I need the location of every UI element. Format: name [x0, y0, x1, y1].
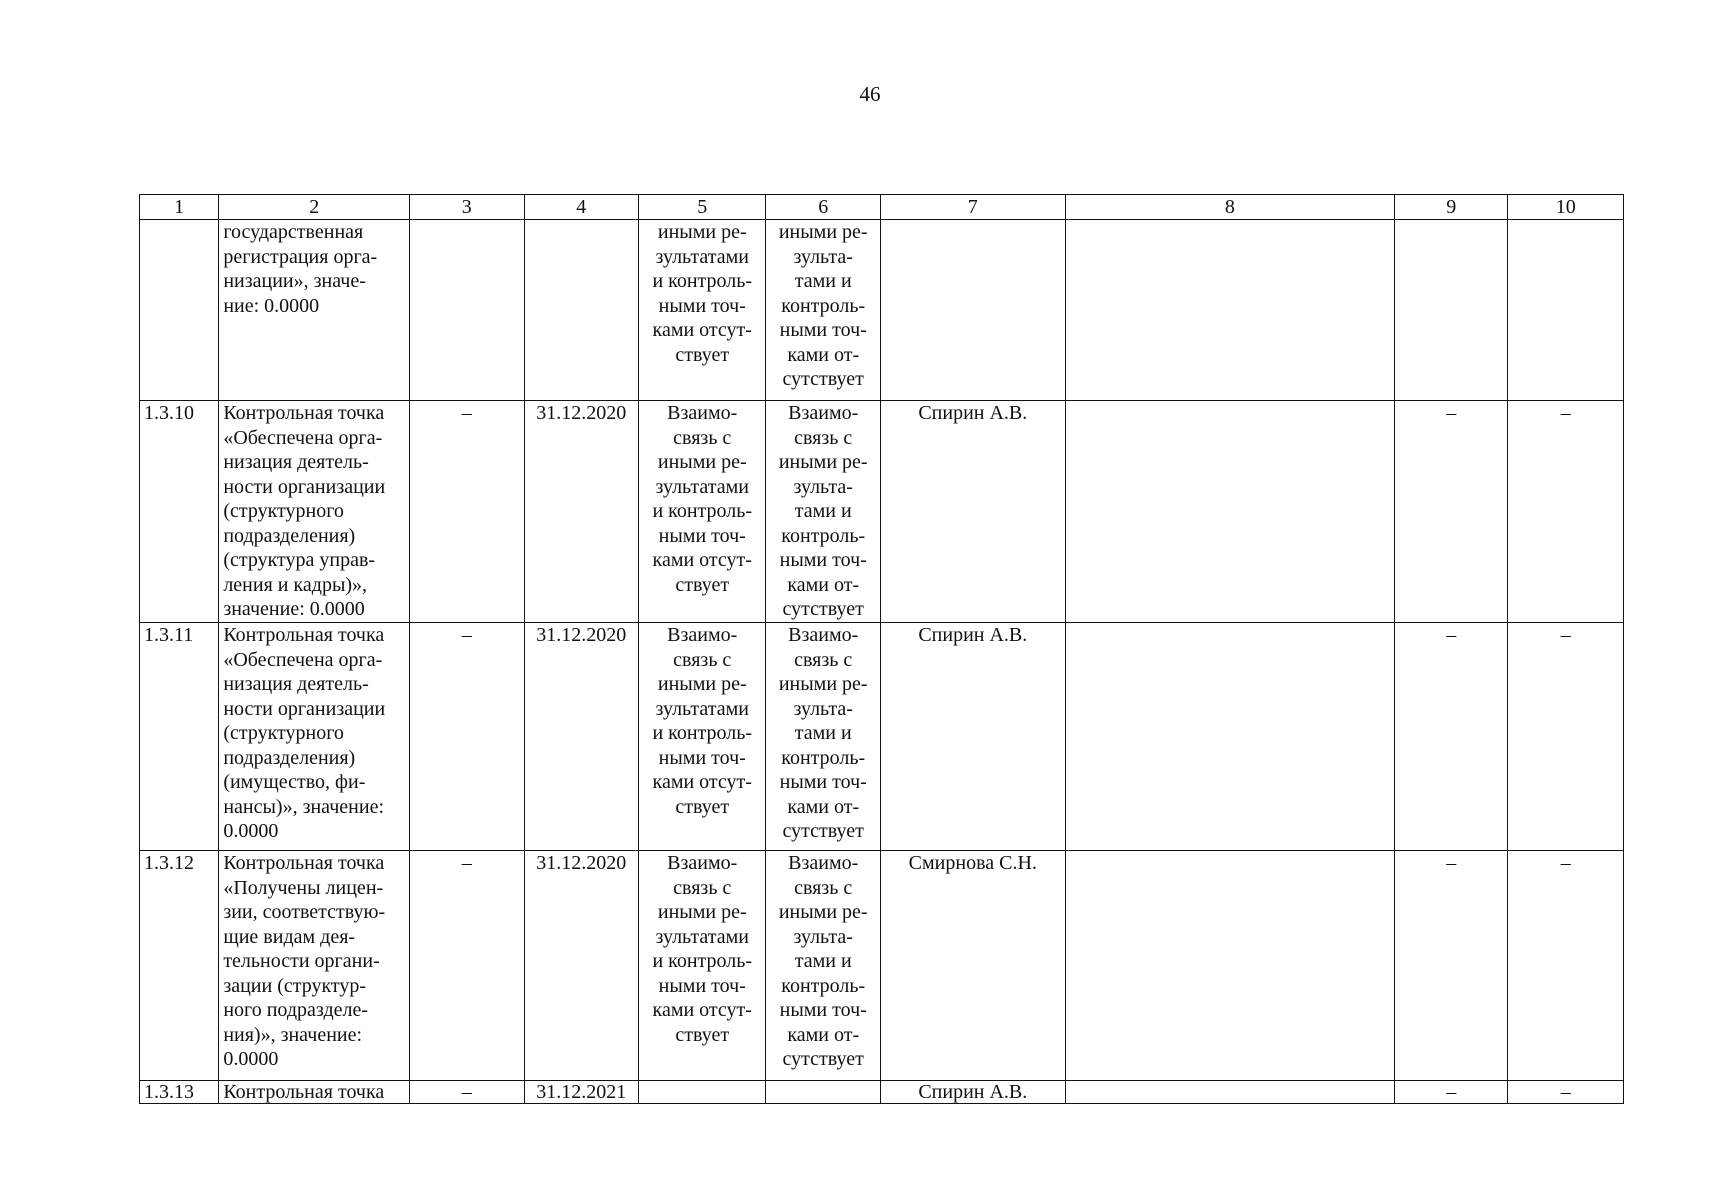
responsible-cell: Смирнова С.Н. [880, 851, 1065, 1081]
col10-cell: – [1508, 1081, 1624, 1104]
header-cell: 10 [1508, 195, 1624, 220]
relation-cell-6: Взаимо- связь с иными ре- зульта- тами и контроль- ными точ- ками от- сутствует [766, 623, 880, 851]
col9-cell: – [1395, 401, 1508, 623]
col9-cell: – [1395, 623, 1508, 851]
date-cell: 31.12.2021 [524, 1081, 638, 1104]
table-row [140, 623, 1624, 851]
col3-cell: – [410, 401, 524, 623]
responsible-cell: Спирин А.В. [880, 401, 1065, 623]
row-number: 1.3.11 [140, 623, 219, 851]
relation-cell-6 [766, 1081, 880, 1104]
header-cell: 3 [410, 195, 524, 220]
relation-cell-6: иными ре- зульта- тами и контроль- ными точ- ками от- сутствует [766, 220, 880, 401]
col3-cell [410, 220, 524, 401]
control-point-name: Контрольная точка «Получены лицен- зии, соответствую- щие видам дея- тельности органи- зации (структур- ного подразделе- ния)», значение: 0.0000 [219, 851, 410, 1081]
header-cell: 8 [1065, 195, 1394, 220]
date-cell: 31.12.2020 [524, 851, 638, 1081]
date-cell: 31.12.2020 [524, 623, 638, 851]
control-point-name: Контрольная точка [219, 1081, 410, 1104]
page-number: 46 [859, 82, 881, 106]
header-cell: 6 [766, 195, 880, 220]
header-cell: 9 [1395, 195, 1508, 220]
relation-cell-5: иными ре- зультатами и контроль- ными точ- ками отсут- ствует [638, 220, 766, 401]
table-row [140, 401, 1624, 623]
header-cell: 4 [524, 195, 638, 220]
col3-cell: – [410, 1081, 524, 1104]
col8-cell [1065, 401, 1394, 623]
header-cell: 7 [880, 195, 1065, 220]
header-row [140, 195, 1624, 220]
responsible-cell: Спирин А.В. [880, 1081, 1065, 1104]
date-cell [524, 220, 638, 401]
col10-cell: – [1508, 623, 1624, 851]
relation-cell-5 [638, 1081, 766, 1104]
row-number [140, 220, 219, 401]
table-row [140, 1081, 1624, 1104]
relation-cell-6: Взаимо- связь с иными ре- зульта- тами и контроль- ными точ- ками от- сутствует [766, 401, 880, 623]
responsible-cell [880, 220, 1065, 401]
relation-cell-5: Взаимо- связь с иными ре- зультатами и контроль- ными точ- ками отсут- ствует [638, 401, 766, 623]
col9-cell [1395, 220, 1508, 401]
col10-cell: – [1508, 401, 1624, 623]
table-row [140, 220, 1624, 401]
relation-cell-5: Взаимо- связь с иными ре- зультатами и контроль- ными точ- ками отсут- ствует [638, 623, 766, 851]
col9-cell: – [1395, 851, 1508, 1081]
col3-cell: – [410, 623, 524, 851]
header-cell: 2 [219, 195, 410, 220]
col8-cell [1065, 220, 1394, 401]
header-cell: 1 [140, 195, 219, 220]
control-point-name: государственная регистрация орга- низации», значе- ние: 0.0000 [219, 220, 410, 401]
table-row [140, 851, 1624, 1081]
header-cell: 5 [638, 195, 766, 220]
responsible-cell: Спирин А.В. [880, 623, 1065, 851]
row-number: 1.3.13 [140, 1081, 219, 1104]
row-number: 1.3.10 [140, 401, 219, 623]
col3-cell: – [410, 851, 524, 1081]
row-number: 1.3.12 [140, 851, 219, 1081]
plan-table [139, 194, 1624, 1104]
control-point-name: Контрольная точка «Обеспечена орга- низация деятель- ности организации (структурного подразделения) (структура управ- ления и кадры)», значение: 0.0000 [219, 401, 410, 623]
relation-cell-5: Взаимо- связь с иными ре- зультатами и контроль- ными точ- ками отсут- ствует [638, 851, 766, 1081]
col10-cell [1508, 220, 1624, 401]
relation-cell-6: Взаимо- связь с иными ре- зульта- тами и контроль- ными точ- ками от- сутствует [766, 851, 880, 1081]
control-point-name: Контрольная точка «Обеспечена орга- низация деятель- ности организации (структурного подразделения) (имущество, фи- нансы)», значение: 0.0000 [219, 623, 410, 851]
col8-cell [1065, 1081, 1394, 1104]
date-cell: 31.12.2020 [524, 401, 638, 623]
col8-cell [1065, 851, 1394, 1081]
col9-cell: – [1395, 1081, 1508, 1104]
col8-cell [1065, 623, 1394, 851]
col10-cell: – [1508, 851, 1624, 1081]
